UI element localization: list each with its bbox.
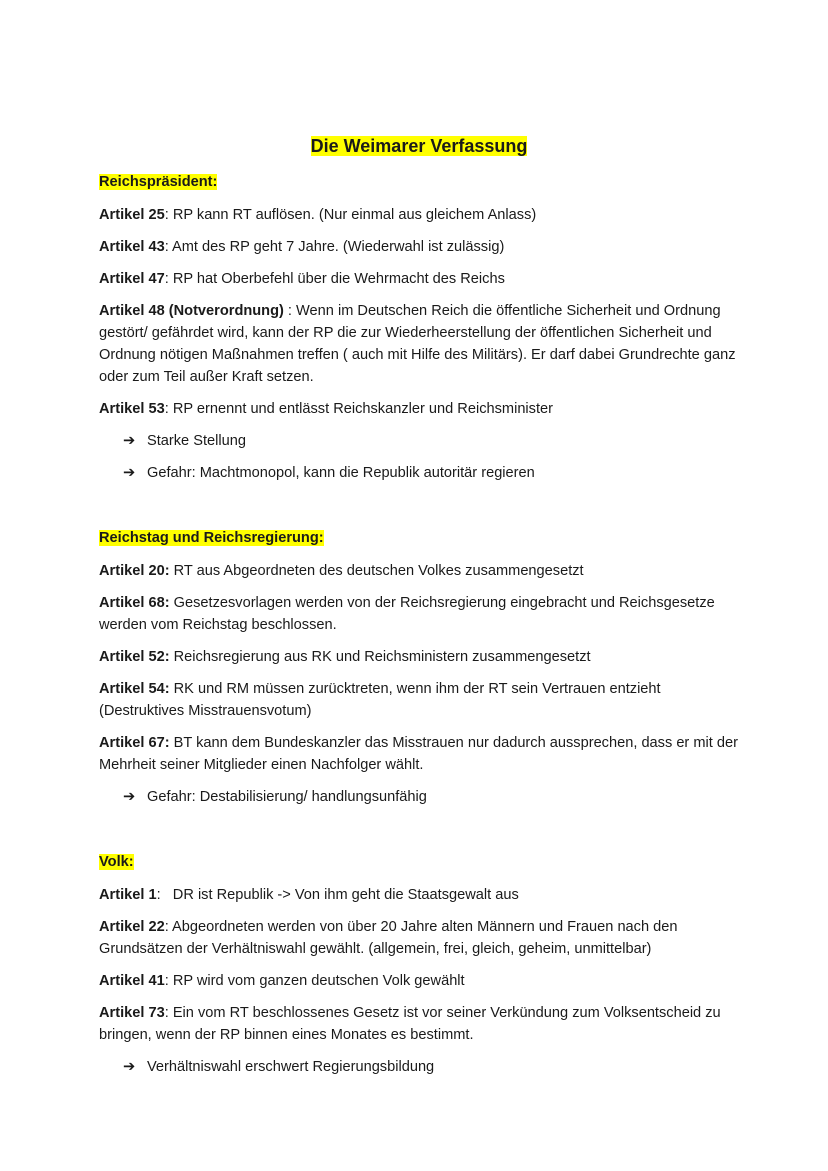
section-heading: Reichspräsident: <box>99 174 218 190</box>
bullet-item: ➔ Verhältniswahl erschwert Regierungsbildung <box>123 1056 739 1078</box>
page-title: Die Weimarer Verfassung <box>310 136 528 156</box>
article-paragraph: Artikel 68: Gesetzesvorlagen werden von der Reichsregierung eingebracht und Reichsgesetze werden vom Reichstag beschlossen. <box>99 595 715 633</box>
article-paragraph: Artikel 73: Ein vom RT beschlossenes Gesetz ist vor seiner Verkündung zum Volksentscheid zu bringen, wenn der RP binnen eines Monates es bestimmt. <box>99 1005 721 1043</box>
article-paragraph: Artikel 53: RP ernennt und entlässt Reichskanzler und Reichsminister <box>99 401 553 417</box>
arrow-right-icon: ➔ <box>123 788 136 805</box>
bullet-item: ➔ Starke Stellung <box>123 430 739 452</box>
section-volk <box>99 851 739 1078</box>
bullet-item: ➔ Gefahr: Destabilisierung/ handlungsunfähig <box>123 786 739 808</box>
article-paragraph: Artikel 48 (Notverordnung) : Wenn im Deutschen Reich die öffentliche Sicherheit und Ordnung gestört/ gefährdet wird, kann der RP die zur Wiederheerstellung der öffentlichen Sicherheit und Ordnung nötigen Maßnahmen treffen ( auch mit Hilfe des Militärs). Er darf dabei Grundrechte ganz oder zum Teil außer Kraft setzen. <box>99 303 736 385</box>
section-heading: Volk: <box>99 854 134 870</box>
article-paragraph: Artikel 25: RP kann RT auflösen. (Nur einmal aus gleichem Anlass) <box>99 207 537 223</box>
bullet-item: ➔ Gefahr: Machtmonopol, kann die Republik autoritär regieren <box>123 462 739 484</box>
article-paragraph: Artikel 47: RP hat Oberbefehl über die Wehrmacht des Reichs <box>99 271 505 287</box>
article-paragraph: Artikel 41: RP wird vom ganzen deutschen Volk gewählt <box>99 973 465 989</box>
document-page <box>99 135 739 1088</box>
article-paragraph: Artikel 54: RK und RM müssen zurücktreten, wenn ihm der RT sein Vertrauen entzieht (Destruktives Misstrauensvotum) <box>99 681 661 719</box>
article-paragraph: Artikel 20: RT aus Abgeordneten des deutschen Volkes zusammengesetzt <box>99 563 584 579</box>
section-reichspraesident <box>99 171 739 484</box>
arrow-right-icon: ➔ <box>123 1058 136 1075</box>
arrow-right-icon: ➔ <box>123 432 136 449</box>
arrow-right-icon: ➔ <box>123 464 136 481</box>
article-paragraph: Artikel 1: DR ist Republik -> Von ihm geht die Staatsgewalt aus <box>99 887 519 903</box>
article-paragraph: Artikel 52: Reichsregierung aus RK und Reichsministern zusammengesetzt <box>99 649 591 665</box>
section-reichstag <box>99 527 739 808</box>
article-paragraph: Artikel 43: Amt des RP geht 7 Jahre. (Wiederwahl ist zulässig) <box>99 239 505 255</box>
section-heading: Reichstag und Reichsregierung: <box>99 530 324 546</box>
article-paragraph: Artikel 22: Abgeordneten werden von über 20 Jahre alten Männern und Frauen nach den Grundsätzen der Verhältniswahl gewählt. (allgemein, frei, gleich, geheim, unmittelbar) <box>99 919 678 957</box>
article-paragraph: Artikel 67: BT kann dem Bundeskanzler das Misstrauen nur dadurch aussprechen, dass er mit der Mehrheit seiner Mitglieder einen Nachfolger wählt. <box>99 735 738 773</box>
